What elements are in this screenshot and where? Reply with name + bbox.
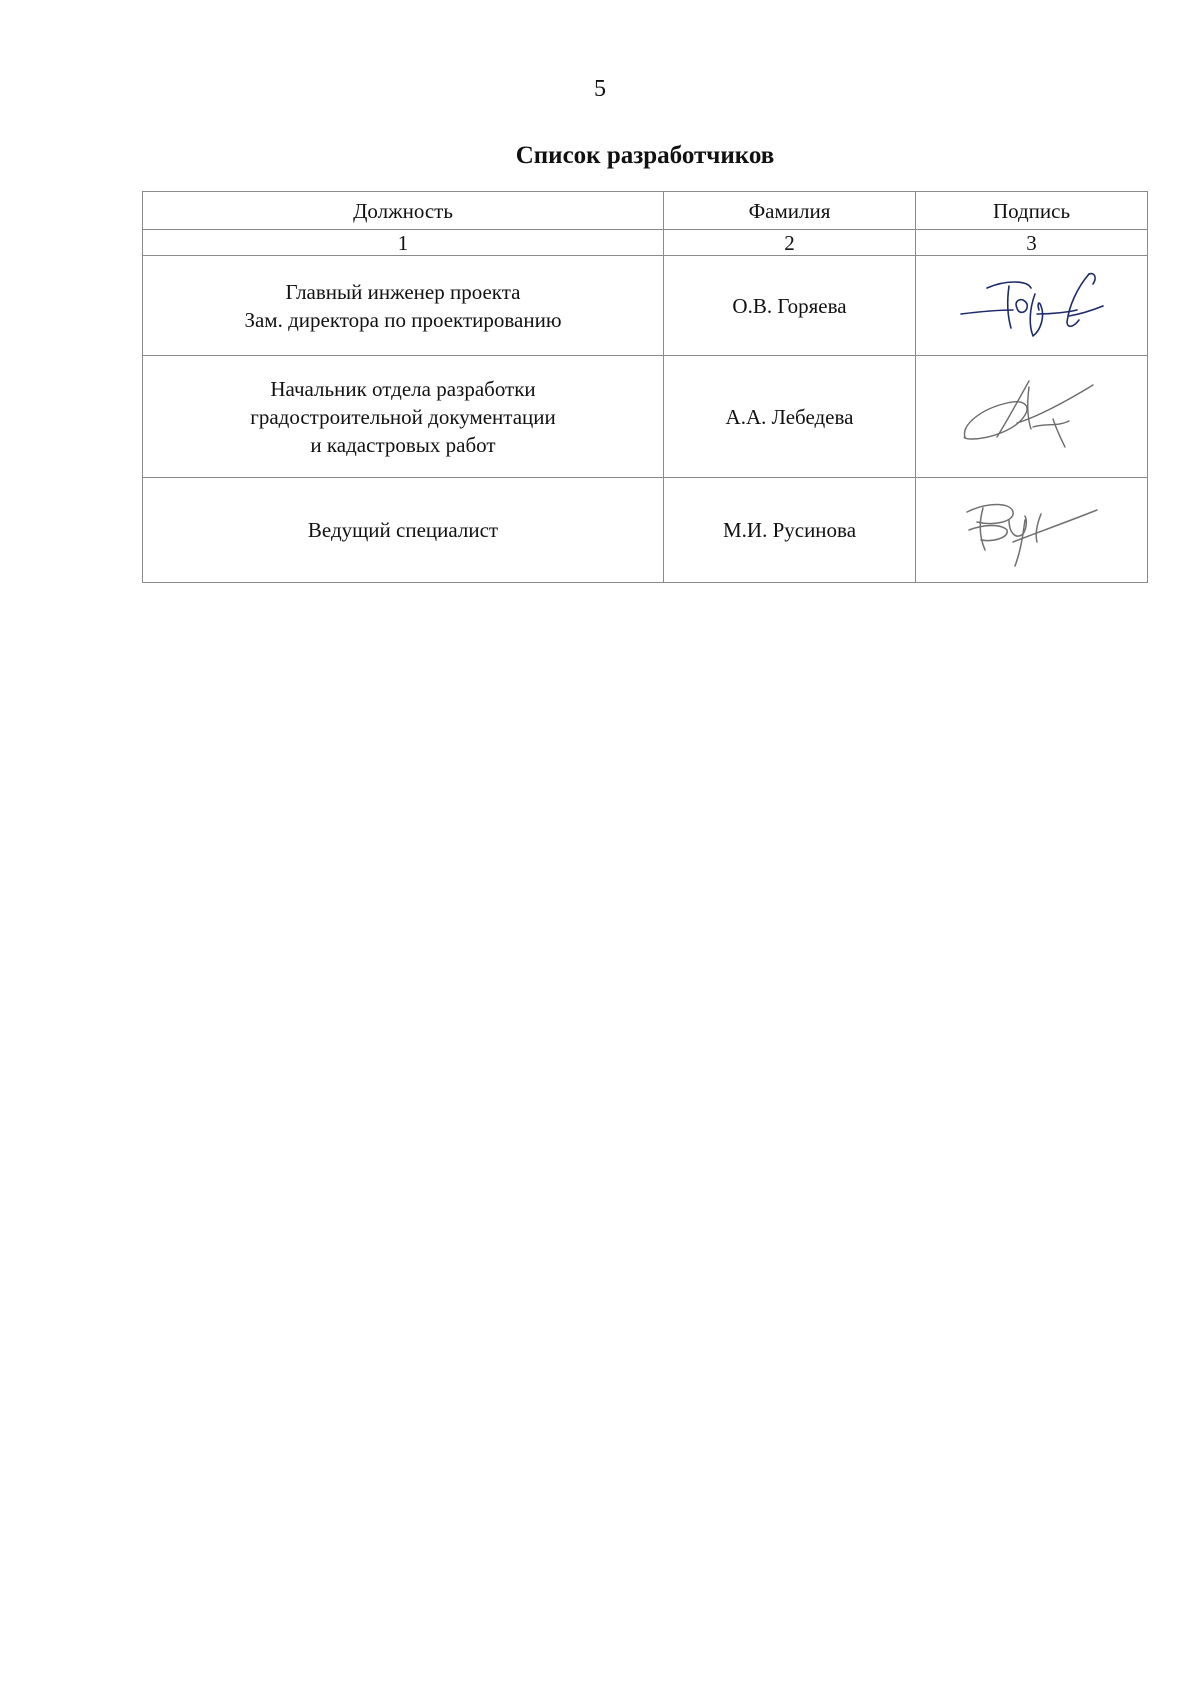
position-line: градостроительной документации (250, 404, 556, 429)
table-header-row (143, 192, 1148, 230)
table-row (143, 478, 1148, 583)
signature-cell (916, 356, 1148, 478)
column-number-2: 2 (664, 230, 916, 256)
position-line: Ведущий специалист (307, 518, 499, 542)
position-cell (143, 256, 664, 356)
signature-goryaeva (957, 270, 1107, 342)
position-line: Главный инженер проекта (285, 279, 521, 304)
name-cell: А.А. Лебедева (664, 356, 916, 478)
position-cell (143, 478, 664, 583)
position-line: Начальник отдела разработки (270, 376, 536, 401)
position-line: Зам. директора по проектированию (244, 307, 562, 332)
table-row (143, 356, 1148, 478)
name-cell: М.И. Русинова (664, 478, 916, 583)
developers-table (142, 191, 1148, 583)
position-cell (143, 356, 664, 478)
column-number-row (143, 230, 1148, 256)
name-cell: О.В. Горяева (664, 256, 916, 356)
position-line: и кадастровых работ (310, 432, 496, 457)
header-position: Должность (143, 192, 664, 230)
signature-rusinova (957, 490, 1107, 570)
column-number-1: 1 (143, 230, 664, 256)
signature-cell (916, 478, 1148, 583)
signature-cell (916, 256, 1148, 356)
signature-lebedeva (957, 377, 1107, 457)
header-name: Фамилия (664, 192, 916, 230)
document-title: Список разработчиков (515, 142, 775, 169)
table-row (143, 256, 1148, 356)
column-number-3: 3 (916, 230, 1148, 256)
page-number: 5 (594, 76, 606, 102)
header-signature: Подпись (916, 192, 1148, 230)
